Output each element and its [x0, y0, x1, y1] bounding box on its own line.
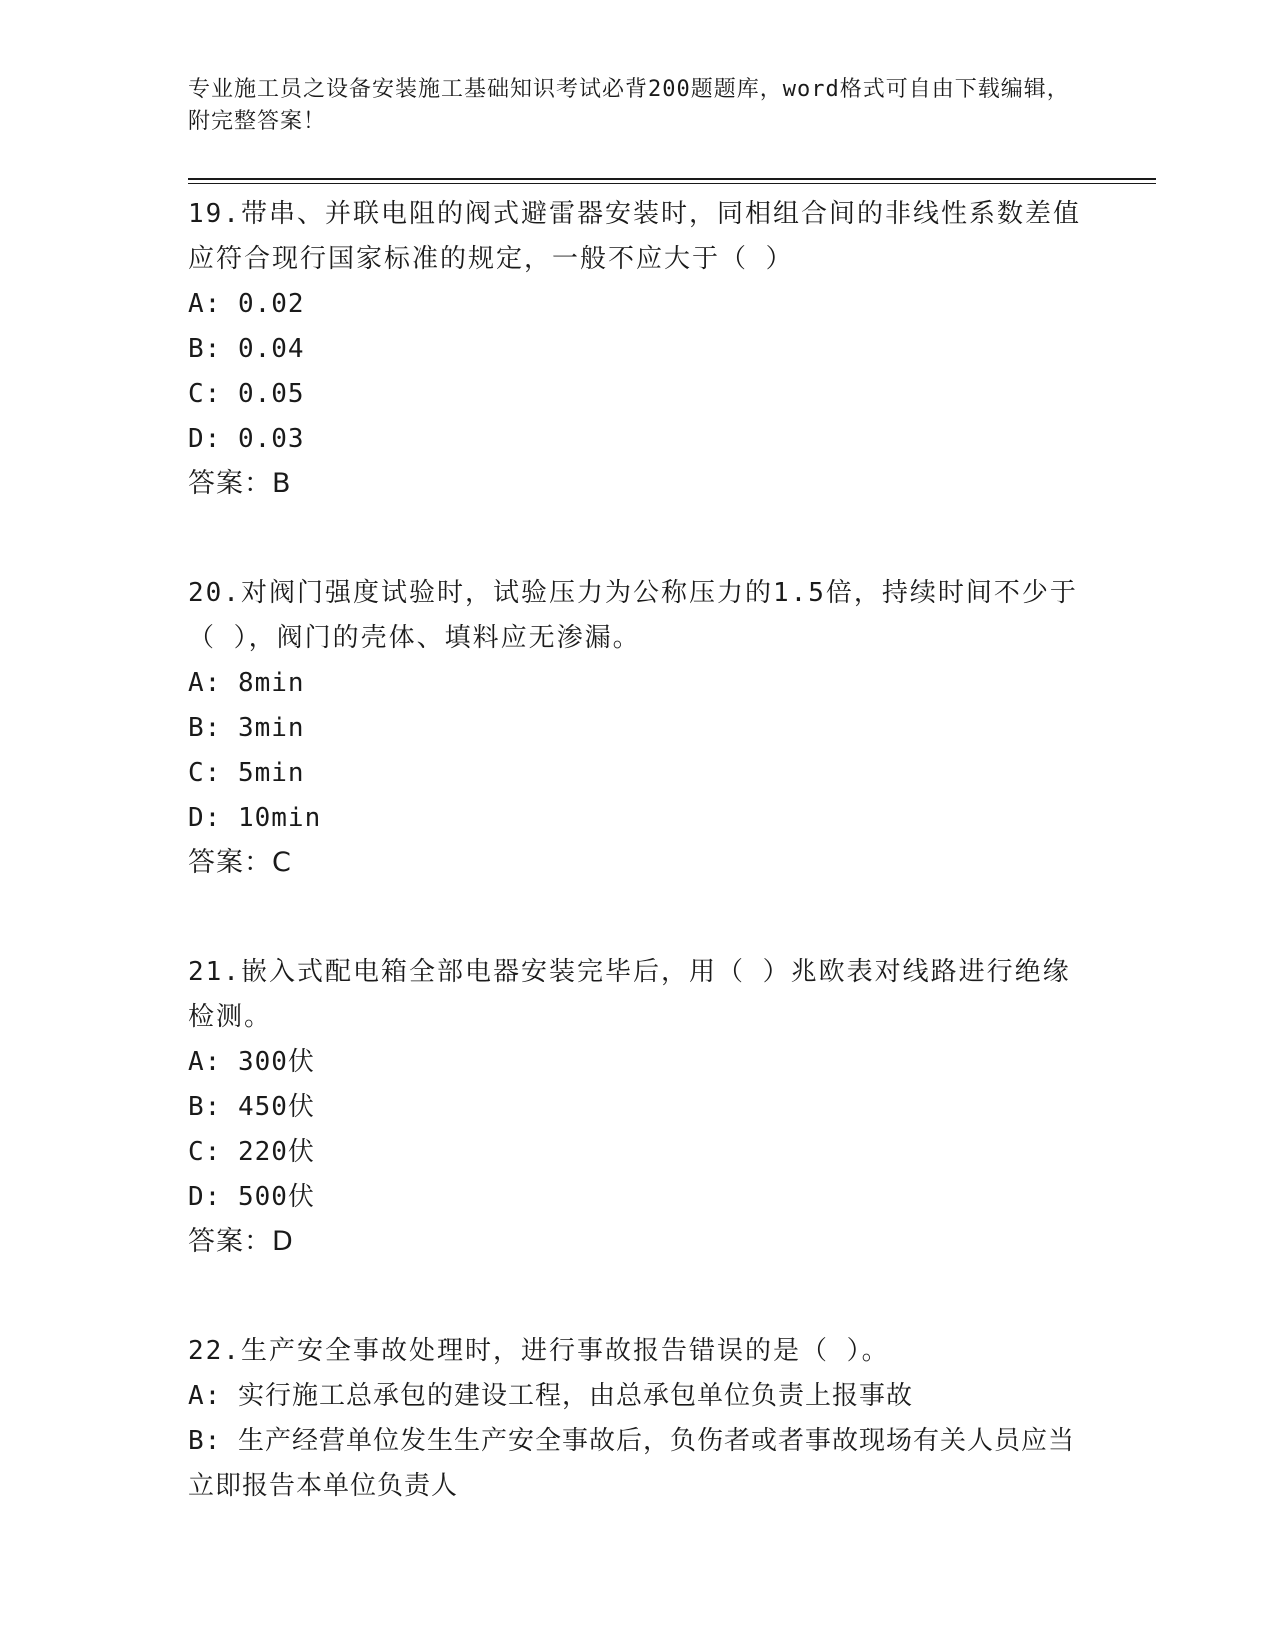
question-stem: 21.嵌入式配电箱全部电器安装完毕后，用（ ）兆欧表对线路进行绝缘检测。 [188, 957, 1071, 1032]
header-divider-thick [188, 178, 1156, 180]
option-d: D: 500伏 [188, 1182, 315, 1212]
question-21 [188, 950, 1088, 1264]
option-b: B: 450伏 [188, 1092, 315, 1122]
option-a: A: 300伏 [188, 1047, 315, 1077]
question-20 [188, 571, 1088, 885]
option-d: D: 10min [188, 803, 322, 833]
option-b: B: 3min [188, 713, 305, 743]
answer-line: 答案：C [188, 847, 292, 878]
question-stem: 20.对阀门强度试验时，试验压力为公称压力的1.5倍，持续时间不少于（ ），阀门的壳体、填料应无渗漏。 [188, 578, 1078, 653]
option-b: B: 0.04 [188, 334, 305, 364]
document-header: 专业施工员之设备安装施工基础知识考试必背200题题库，word格式可自由下载编辑，附完整答案！ [188, 77, 1070, 134]
option-a: A: 8min [188, 668, 305, 698]
option-c: C: 220伏 [188, 1137, 315, 1167]
option-b: B: 生产经营单位发生生产安全事故后，负伤者或者事故现场有关人员应当立即报告本单位负责人 [188, 1426, 1075, 1501]
header-divider-thin [188, 183, 1156, 184]
answer-line: 答案：B [188, 468, 292, 499]
question-stem: 19.带串、并联电阻的阀式避雷器安装时，同相组合间的非线性系数差值应符合现行国家标准的规定，一般不应大于（ ） [188, 199, 1081, 274]
question-stem: 22.生产安全事故处理时，进行事故报告错误的是（ ）。 [188, 1336, 890, 1366]
answer-line: 答案：D [188, 1226, 294, 1257]
option-c: C: 5min [188, 758, 305, 788]
option-a: A: 实行施工总承包的建设工程，由总承包单位负责上报事故 [188, 1381, 913, 1411]
question-22 [188, 1329, 1088, 1509]
option-c: C: 0.05 [188, 379, 305, 409]
option-a: A: 0.02 [188, 289, 305, 319]
option-d: D: 0.03 [188, 424, 305, 454]
question-19 [188, 192, 1088, 506]
question-list [188, 192, 1088, 1574]
